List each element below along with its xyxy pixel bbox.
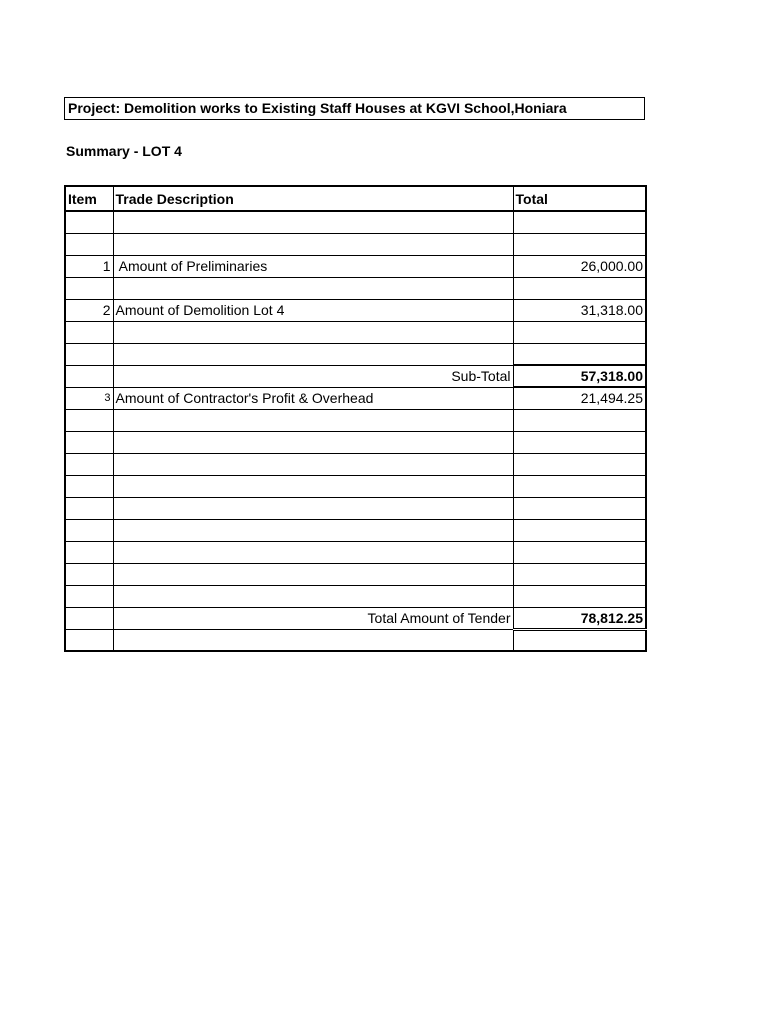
row-description bbox=[113, 233, 513, 255]
sub-total-label: Sub-Total bbox=[113, 365, 513, 387]
project-title: Project: Demolition works to Existing Staff Houses at KGVI School,Honiara bbox=[64, 97, 645, 120]
row-item bbox=[65, 321, 113, 343]
table-header-row bbox=[65, 186, 646, 211]
table-row bbox=[65, 497, 646, 519]
table-row bbox=[65, 541, 646, 563]
row-total: 31,318.00 bbox=[513, 299, 646, 321]
row-item bbox=[65, 453, 113, 475]
table-row bbox=[65, 387, 646, 409]
row-total bbox=[513, 409, 646, 431]
row-item bbox=[65, 211, 113, 233]
summary-heading: Summary - LOT 4 bbox=[66, 143, 182, 159]
sub-total-value: 57,318.00 bbox=[513, 365, 646, 387]
row-total bbox=[513, 629, 646, 651]
row-total: 26,000.00 bbox=[513, 255, 646, 277]
grand-total-value: 78,812.25 bbox=[513, 607, 646, 629]
sub-total-row bbox=[65, 365, 646, 387]
row-item bbox=[65, 497, 113, 519]
row-description bbox=[113, 519, 513, 541]
row-description bbox=[113, 277, 513, 299]
row-description bbox=[113, 585, 513, 607]
row-description bbox=[113, 431, 513, 453]
row-total bbox=[513, 431, 646, 453]
row-item bbox=[65, 365, 113, 387]
table-row bbox=[65, 475, 646, 497]
header-item: Item bbox=[65, 186, 113, 211]
row-total bbox=[513, 475, 646, 497]
row-item bbox=[65, 541, 113, 563]
summary-table bbox=[64, 185, 647, 652]
row-total bbox=[513, 211, 646, 233]
grand-total-label: Total Amount of Tender bbox=[113, 607, 513, 629]
row-item bbox=[65, 563, 113, 585]
row-total bbox=[513, 541, 646, 563]
row-description: Amount of Demolition Lot 4 bbox=[113, 299, 513, 321]
row-description bbox=[113, 453, 513, 475]
row-item: 1 bbox=[65, 255, 113, 277]
row-description bbox=[113, 343, 513, 365]
row-item: 3 bbox=[65, 387, 113, 409]
row-description bbox=[113, 629, 513, 651]
row-item bbox=[65, 629, 113, 651]
row-item bbox=[65, 585, 113, 607]
table-row bbox=[65, 563, 646, 585]
row-total bbox=[513, 497, 646, 519]
row-description bbox=[113, 211, 513, 233]
row-item bbox=[65, 233, 113, 255]
row-item bbox=[65, 519, 113, 541]
table-row bbox=[65, 277, 646, 299]
row-item bbox=[65, 475, 113, 497]
row-total bbox=[513, 563, 646, 585]
table-row bbox=[65, 585, 646, 607]
row-total bbox=[513, 233, 646, 255]
row-description bbox=[113, 563, 513, 585]
row-total bbox=[513, 519, 646, 541]
row-total bbox=[513, 321, 646, 343]
row-total bbox=[513, 343, 646, 365]
table-row bbox=[65, 255, 646, 277]
row-description bbox=[113, 321, 513, 343]
row-description bbox=[113, 541, 513, 563]
row-description bbox=[113, 475, 513, 497]
table-row bbox=[65, 321, 646, 343]
table-row bbox=[65, 211, 646, 233]
header-total: Total bbox=[513, 186, 646, 211]
row-description: Amount of Contractor's Profit & Overhead bbox=[113, 387, 513, 409]
table-row bbox=[65, 233, 646, 255]
grand-total-row bbox=[65, 607, 646, 629]
row-item: 2 bbox=[65, 299, 113, 321]
row-item bbox=[65, 409, 113, 431]
table-row bbox=[65, 519, 646, 541]
row-description bbox=[113, 409, 513, 431]
table-row bbox=[65, 629, 646, 651]
row-item bbox=[65, 277, 113, 299]
table-row bbox=[65, 453, 646, 475]
row-item bbox=[65, 607, 113, 629]
row-total: 21,494.25 bbox=[513, 387, 646, 409]
row-total bbox=[513, 453, 646, 475]
table-row bbox=[65, 431, 646, 453]
row-item bbox=[65, 343, 113, 365]
row-total bbox=[513, 585, 646, 607]
table-row bbox=[65, 343, 646, 365]
row-description bbox=[113, 497, 513, 519]
row-total bbox=[513, 277, 646, 299]
table-row bbox=[65, 299, 646, 321]
header-description: Trade Description bbox=[113, 186, 513, 211]
row-item bbox=[65, 431, 113, 453]
table-row bbox=[65, 409, 646, 431]
row-description: Amount of Preliminaries bbox=[113, 255, 513, 277]
